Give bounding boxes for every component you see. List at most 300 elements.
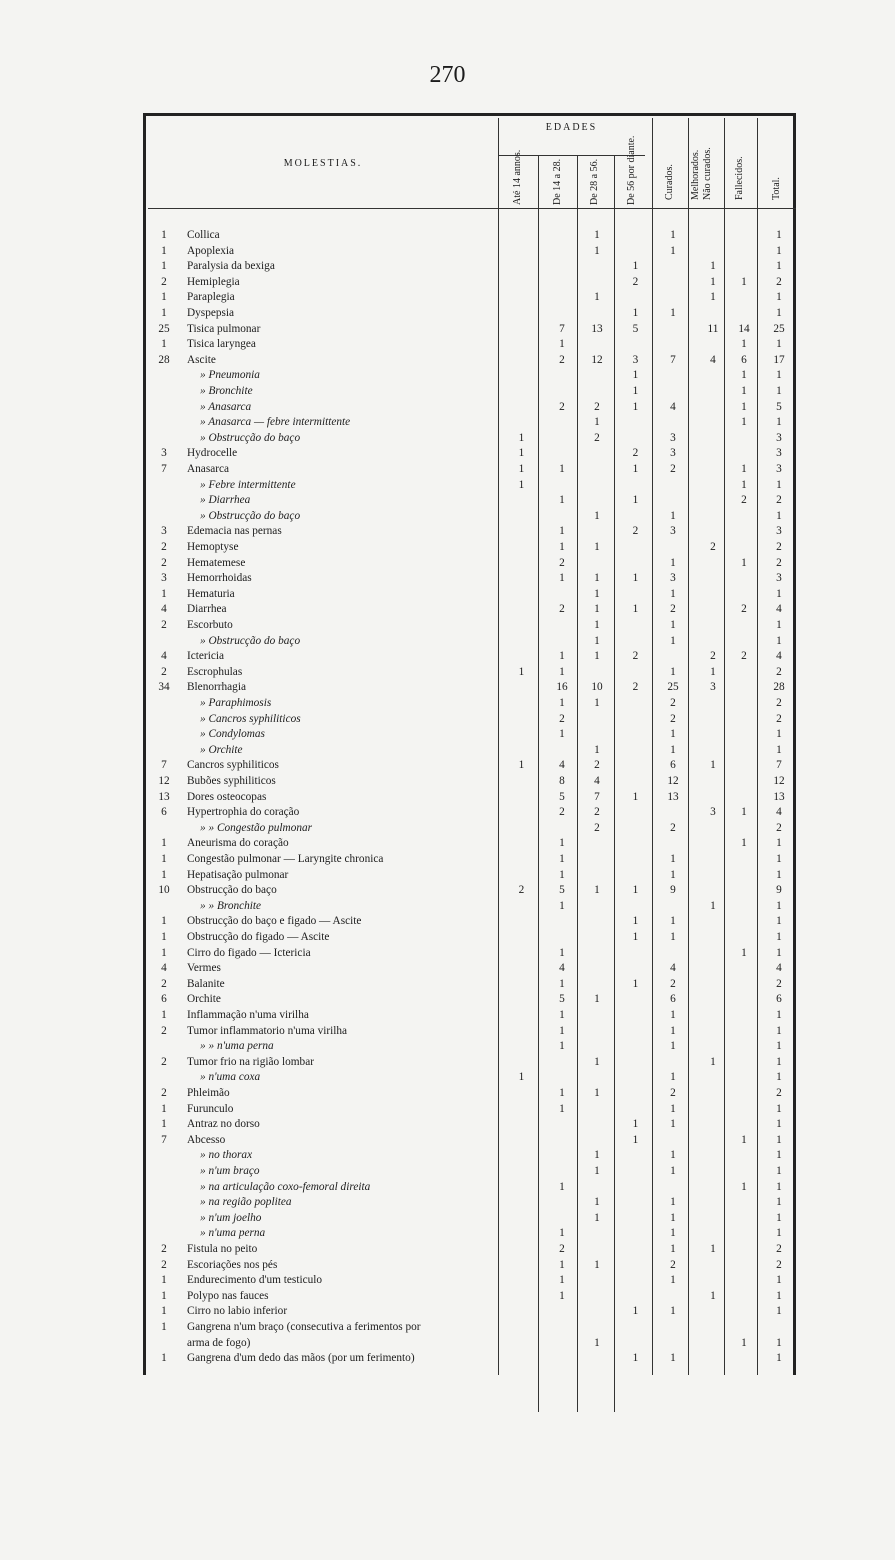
table-row (0, 1351, 895, 1367)
disease-name: Gangrena n'um braço (consecutiva a ferimentos por (187, 1321, 421, 1333)
cell-value: 2 (632, 650, 639, 663)
cell-value: 1 (776, 1040, 782, 1053)
cell-value: 1 (518, 447, 525, 460)
cell-value: 1 (670, 587, 676, 600)
cell-value: 1 (776, 385, 782, 397)
table-row (0, 478, 895, 494)
table-row (0, 634, 895, 650)
disease-name: Dores osteocopas (187, 790, 267, 803)
table-row (0, 540, 895, 556)
disease-name: » Cancros syphiliticos (200, 712, 301, 725)
case-count: 1 (161, 260, 167, 273)
cell-value: 1 (594, 1336, 600, 1349)
cell-value: 1 (741, 478, 747, 491)
table-row (0, 1086, 895, 1102)
column-header: Não curados. (702, 147, 713, 200)
cell-value: 1 (776, 369, 782, 382)
table-row (0, 914, 895, 930)
cell-value: 1 (594, 619, 600, 631)
cell-value: 2 (594, 821, 600, 834)
cell-value: 6 (670, 759, 676, 772)
cell-value: 1 (670, 853, 676, 865)
cell-value: 1 (559, 541, 565, 553)
table-row (0, 618, 895, 634)
cell-value: 3 (776, 447, 782, 460)
cell-value: 1 (559, 1258, 565, 1271)
case-count: 1 (161, 946, 167, 959)
case-count: 2 (161, 977, 167, 990)
table-row (0, 556, 895, 572)
table-row (0, 244, 895, 260)
cell-value: 6 (741, 353, 747, 366)
case-count: 7 (161, 1133, 167, 1146)
table-row (0, 1242, 895, 1258)
cell-value: 4 (594, 775, 600, 787)
cell-value: 4 (670, 400, 676, 413)
cell-value: 1 (670, 931, 676, 943)
table-row (0, 1289, 895, 1305)
case-count: 1 (161, 868, 167, 881)
disease-name: Paraplegia (187, 291, 235, 304)
cell-value: 1 (518, 463, 525, 475)
cell-value: 1 (670, 1165, 676, 1177)
disease-name: Dyspepsia (187, 307, 235, 319)
cell-value: 1 (776, 1165, 782, 1177)
cell-value: 14 (738, 322, 750, 335)
case-count: 1 (161, 1321, 167, 1333)
table-row (0, 1258, 895, 1274)
disease-name: Escorbuto (187, 619, 233, 631)
cell-value: 2 (776, 665, 782, 678)
disease-name: » Obstrucção do baço (200, 509, 301, 522)
table-row (0, 1070, 895, 1086)
case-count: 2 (161, 1243, 167, 1255)
cell-value: 25 (773, 322, 785, 335)
cell-value: 2 (776, 541, 782, 553)
cell-value: 1 (632, 400, 639, 413)
cell-value: 1 (670, 1196, 676, 1209)
cell-value: 1 (518, 431, 525, 444)
cell-value: 1 (594, 993, 600, 1006)
table-row (0, 415, 895, 431)
cell-value: 1 (670, 1243, 676, 1255)
cell-value: 2 (776, 712, 782, 725)
disease-name: Antraz no dorso (187, 1118, 260, 1131)
cell-value: 1 (670, 1040, 676, 1053)
disease-name: Hemoptyse (187, 541, 239, 553)
cell-value: 1 (670, 509, 676, 522)
cell-value: 1 (518, 665, 525, 678)
table-row (0, 228, 895, 244)
cell-value: 2 (632, 447, 639, 460)
table-row (0, 1008, 895, 1024)
cell-value: 1 (776, 509, 782, 522)
cell-value: 2 (670, 463, 676, 475)
cell-value: 16 (556, 681, 568, 694)
cell-value: 2 (710, 650, 716, 663)
case-count: 1 (161, 931, 167, 943)
disease-name: Tisica pulmonar (187, 322, 261, 335)
cell-value: 1 (632, 915, 639, 928)
case-count: 1 (161, 244, 167, 257)
table-row (0, 587, 895, 603)
disease-name: » Diarrhea (200, 494, 251, 507)
case-count: 4 (161, 962, 167, 975)
table-row (0, 1273, 895, 1289)
column-header: De 28 a 56. (589, 158, 600, 205)
cell-value: 17 (773, 353, 785, 366)
cell-value: 1 (776, 634, 782, 647)
cell-value: 1 (559, 572, 565, 585)
disease-name: Blenorrhagia (187, 681, 246, 694)
disease-name: » Paraphimosis (200, 697, 272, 709)
header-divider (148, 208, 498, 209)
table-row (0, 946, 895, 962)
case-count: 1 (161, 1305, 167, 1318)
cell-value: 2 (776, 494, 782, 507)
disease-name: arma de fogo) (187, 1336, 251, 1349)
cell-value: 1 (594, 1087, 600, 1099)
cell-value: 7 (670, 353, 676, 366)
cell-value: 1 (670, 1227, 676, 1240)
disease-name: » no thorax (200, 1149, 253, 1162)
cell-value: 28 (773, 681, 785, 694)
cell-value: 1 (594, 541, 600, 553)
cell-value: 1 (670, 868, 676, 881)
table-row (0, 961, 895, 977)
case-count: 1 (161, 1274, 167, 1287)
case-count: 1 (161, 1352, 167, 1365)
cell-value: 1 (710, 1243, 716, 1255)
disease-name: Tumor inflammatorio n'uma virilha (187, 1024, 348, 1037)
table-row (0, 1164, 895, 1180)
disease-name: Congestão pulmonar — Laryngite chronica (187, 853, 384, 865)
cell-value: 1 (741, 556, 747, 569)
cell-value: 1 (741, 1336, 747, 1349)
cell-value: 1 (741, 1180, 747, 1193)
table-row (0, 509, 895, 525)
table-row (0, 758, 895, 774)
cell-value: 1 (710, 291, 716, 304)
disease-name: » n'um joelho (200, 1211, 262, 1224)
case-count: 1 (161, 853, 167, 865)
cell-value: 1 (559, 665, 565, 678)
table-row (0, 805, 895, 821)
cell-value: 3 (776, 431, 782, 444)
cell-value: 1 (776, 1071, 782, 1084)
column-header: Curados. (664, 164, 675, 200)
table-row (0, 1304, 895, 1320)
cell-value: 4 (670, 962, 676, 975)
cell-value: 2 (594, 806, 600, 819)
cell-value: 1 (559, 728, 565, 741)
cell-value: 3 (776, 525, 782, 538)
cell-value: 2 (632, 681, 639, 694)
table-row (0, 1195, 895, 1211)
disease-name: Ascite (187, 353, 216, 366)
cell-value: 1 (670, 1352, 676, 1365)
cell-value: 5 (559, 790, 565, 803)
case-count: 3 (161, 572, 167, 585)
case-count: 28 (158, 353, 170, 366)
cell-value: 1 (776, 1274, 782, 1287)
disease-name: Hemiplegia (187, 275, 240, 288)
cell-value: 1 (776, 1009, 782, 1021)
table-row (0, 727, 895, 743)
disease-name: » Obstrucção do baço (200, 634, 301, 647)
cell-value: 1 (670, 556, 676, 569)
column-header: Até 14 annos. (512, 149, 523, 205)
cell-value: 1 (594, 697, 600, 709)
cell-value: 4 (776, 806, 782, 819)
cell-value: 1 (776, 478, 782, 491)
cell-value: 7 (594, 790, 600, 803)
case-count: 3 (161, 447, 167, 460)
cell-value: 1 (776, 338, 782, 351)
cell-value: 1 (594, 1055, 600, 1068)
disease-name: Furunculo (187, 1102, 234, 1115)
cell-value: 2 (594, 400, 600, 413)
disease-name: » » Bronchite (200, 899, 262, 912)
disease-name: Obstrucção do baço e figado — Ascite (187, 915, 362, 928)
disease-name: Inflammação n'uma virilha (187, 1009, 309, 1021)
case-count: 34 (158, 681, 170, 694)
disease-name: Escrophulas (187, 665, 243, 678)
cell-value: 4 (776, 603, 782, 616)
cell-value: 2 (670, 821, 676, 834)
cell-value: 2 (710, 541, 716, 553)
cell-value: 1 (741, 385, 747, 397)
cell-value: 3 (710, 806, 716, 819)
disease-name: Anasarca (187, 463, 230, 475)
cell-value: 4 (559, 759, 565, 772)
disease-name: Cirro no labio inferior (187, 1305, 288, 1318)
cell-value: 1 (670, 634, 676, 647)
cell-value: 25 (667, 681, 679, 694)
cell-value: 1 (710, 899, 716, 912)
cell-value: 1 (559, 1024, 565, 1037)
table-row (0, 1102, 895, 1118)
cell-value: 1 (670, 619, 676, 631)
cell-value: 1 (776, 1211, 782, 1224)
cell-value: 3 (670, 525, 676, 538)
disease-name: Bubões syphiliticos (187, 775, 276, 787)
cell-value: 1 (559, 868, 565, 881)
cell-value: 1 (632, 931, 639, 943)
case-count: 2 (161, 1024, 167, 1037)
table-row (0, 696, 895, 712)
cell-value: 1 (776, 307, 782, 319)
cell-value: 1 (776, 946, 782, 959)
cell-value: 2 (559, 712, 565, 725)
page-number: 270 (429, 62, 466, 88)
column-header: Total. (771, 177, 782, 200)
cell-value: 2 (559, 400, 565, 413)
cell-value: 1 (710, 1055, 716, 1068)
disease-name: Orchite (187, 993, 221, 1006)
cell-value: 2 (594, 759, 600, 772)
disease-name: » Bronchite (200, 385, 253, 397)
table-row (0, 462, 895, 478)
disease-name: Hematemese (187, 556, 246, 569)
table-row (0, 431, 895, 447)
cell-value: 7 (559, 322, 565, 335)
disease-name: Hemorrhoidas (187, 572, 252, 585)
cell-value: 1 (518, 759, 525, 772)
cell-value: 1 (670, 307, 676, 319)
column-header: Fallecidos. (734, 156, 745, 200)
cell-value: 1 (776, 1352, 782, 1365)
cell-value: 13 (591, 322, 603, 335)
cell-value: 1 (776, 837, 782, 850)
case-count: 3 (161, 525, 167, 538)
disease-name: Cancros syphiliticos (187, 759, 279, 772)
cell-value: 6 (776, 993, 782, 1006)
disease-name: Vermes (187, 962, 221, 975)
cell-value: 1 (594, 229, 600, 241)
cell-value: 1 (559, 338, 565, 351)
cell-value: 1 (559, 946, 565, 959)
cell-value: 1 (670, 728, 676, 741)
cell-value: 1 (632, 603, 639, 616)
disease-name: Escoriações nos pés (187, 1258, 278, 1271)
cell-value: 3 (710, 681, 716, 694)
cell-value: 1 (670, 1211, 676, 1224)
table-row (0, 774, 895, 790)
cell-value: 12 (591, 353, 603, 366)
cell-value: 1 (594, 650, 600, 663)
table-row (0, 1133, 895, 1149)
column-header: Melhorados. (690, 149, 701, 200)
table-row (0, 1024, 895, 1040)
table-row (0, 259, 895, 275)
table-row (0, 275, 895, 291)
cell-value: 1 (670, 1274, 676, 1287)
cell-value: 1 (776, 853, 782, 865)
cell-value: 1 (710, 759, 716, 772)
cell-value: 5 (632, 322, 639, 335)
disease-name: Tumor frio na rigião lombar (187, 1055, 314, 1068)
case-count: 2 (161, 619, 167, 631)
cell-value: 1 (741, 1133, 747, 1146)
cell-value: 2 (776, 821, 782, 834)
edades-header: EDADES (545, 122, 598, 133)
cell-value: 1 (776, 1102, 782, 1115)
cell-value: 1 (632, 260, 639, 273)
cell-value: 1 (632, 385, 639, 397)
table-row (0, 1117, 895, 1133)
table-row (0, 665, 895, 681)
case-count: 2 (161, 1258, 167, 1271)
disease-name: » na região poplitea (200, 1196, 292, 1209)
cell-value: 5 (559, 884, 565, 897)
table-row (0, 992, 895, 1008)
cell-value: 1 (559, 977, 565, 990)
cell-value: 13 (773, 790, 785, 803)
case-count: 12 (158, 775, 170, 787)
cell-value: 4 (776, 650, 782, 663)
table-row (0, 649, 895, 665)
cell-value: 4 (559, 962, 565, 975)
cell-value: 2 (559, 353, 565, 366)
cell-value: 1 (594, 1196, 600, 1209)
cell-value: 2 (776, 1258, 782, 1271)
table-row (0, 1039, 895, 1055)
cell-value: 2 (741, 603, 747, 616)
cell-value: 1 (710, 665, 716, 678)
disease-name: Obstrucção do baço (187, 884, 277, 897)
cell-value: 1 (670, 1149, 676, 1162)
table-row (0, 368, 895, 384)
cell-value: 1 (670, 1009, 676, 1021)
header-divider-right (498, 208, 796, 209)
cell-value: 1 (559, 463, 565, 475)
case-count: 2 (161, 1087, 167, 1099)
case-count: 10 (158, 884, 170, 897)
cell-value: 2 (518, 884, 525, 897)
cell-value: 7 (776, 759, 782, 772)
case-count: 25 (158, 322, 170, 335)
cell-value: 1 (741, 806, 747, 819)
cell-value: 1 (559, 853, 565, 865)
disease-name: Tisica laryngea (187, 338, 256, 351)
cell-value: 1 (776, 868, 782, 881)
case-count: 7 (161, 463, 167, 475)
cell-value: 1 (741, 275, 747, 288)
disease-name: Hepatisação pulmonar (187, 868, 289, 881)
case-count: 1 (161, 1009, 167, 1021)
cell-value: 6 (670, 993, 676, 1006)
cell-value: 1 (559, 525, 565, 538)
cell-value: 1 (741, 837, 747, 850)
cell-value: 1 (518, 478, 525, 491)
cell-value: 1 (776, 1336, 782, 1349)
table-row (0, 930, 895, 946)
cell-value: 1 (776, 1180, 782, 1193)
case-count: 1 (161, 1118, 167, 1131)
cell-value: 1 (776, 587, 782, 600)
table-row (0, 852, 895, 868)
case-count: 1 (161, 587, 167, 600)
disease-name: » Anasarca — febre intermittente (200, 416, 351, 429)
table-row (0, 400, 895, 416)
cell-value: 1 (594, 743, 600, 756)
cell-value: 1 (632, 884, 639, 897)
cell-value: 1 (559, 494, 565, 507)
cell-value: 4 (776, 962, 782, 975)
cell-value: 2 (632, 275, 639, 288)
cell-value: 1 (518, 1071, 525, 1084)
cell-value: 1 (559, 837, 565, 850)
cell-value: 1 (710, 1289, 716, 1302)
cell-value: 1 (776, 743, 782, 756)
table-row (0, 1148, 895, 1164)
cell-value: 3 (776, 463, 782, 475)
disease-name: Aneurisma do coração (187, 837, 289, 850)
cell-value: 3 (670, 431, 676, 444)
cell-value: 2 (741, 494, 747, 507)
cell-value: 2 (670, 977, 676, 990)
cell-value: 1 (670, 665, 676, 678)
disease-name: Diarrhea (187, 603, 227, 616)
cell-value: 1 (741, 400, 747, 413)
cell-value: 1 (776, 229, 782, 241)
case-count: 1 (161, 837, 167, 850)
cell-value: 1 (632, 1305, 639, 1318)
table-row (0, 1320, 895, 1336)
cell-value: 2 (670, 697, 676, 709)
cell-value: 1 (670, 1071, 676, 1084)
